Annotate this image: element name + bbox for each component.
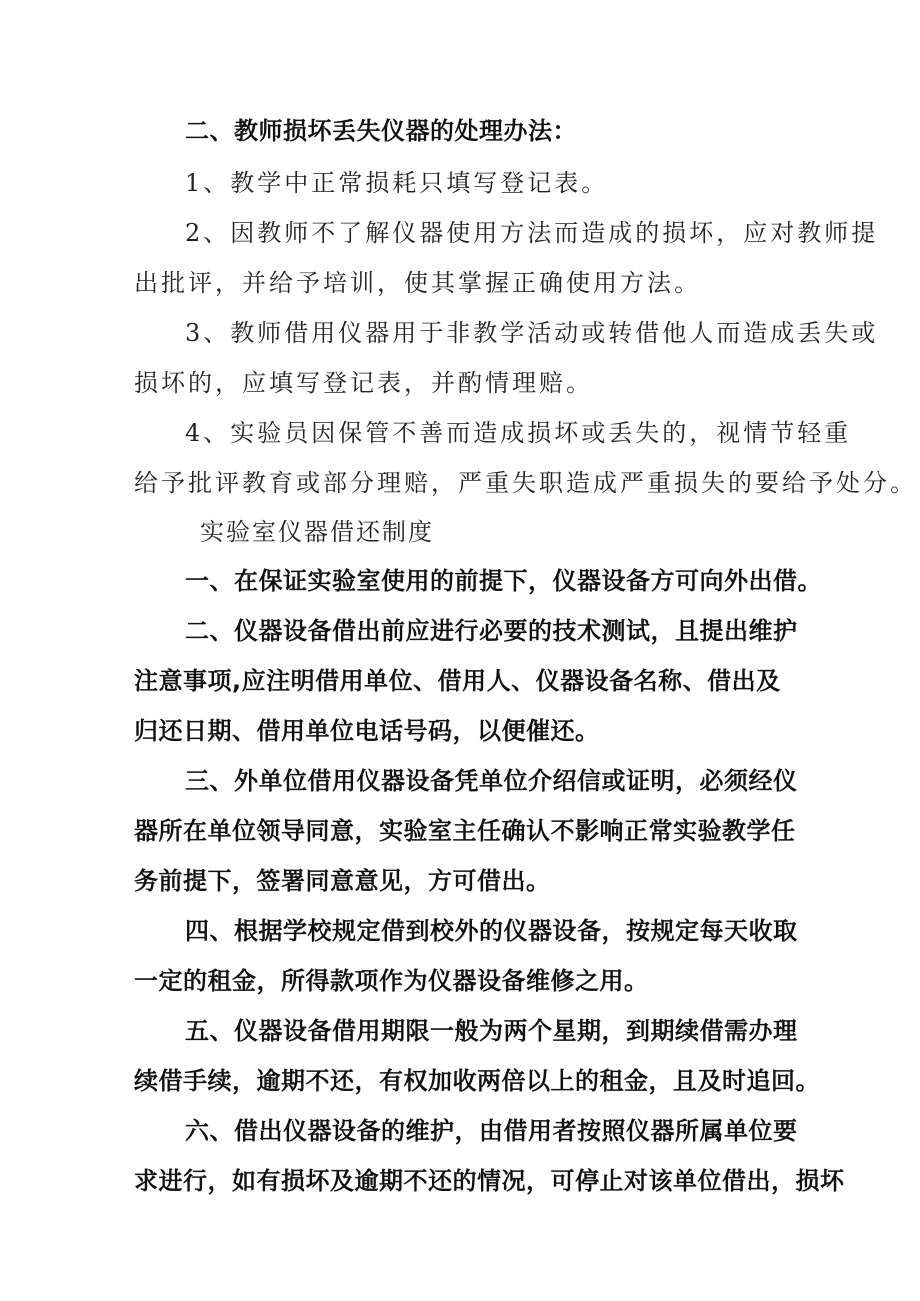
rule-3-line-1: 3、教师借用仪器用于非教学活动或转借他人而造成丢失或 [185,319,879,347]
clause-4-line-1: 四、根据学校规定借到校外的仪器设备，按规定每天收取 [185,917,798,945]
rule-4-line-1: 4、实验员因保管不善而造成损坏或丢失的，视情节轻重 [185,419,852,447]
rule-2-line-1: 2、因教师不了解仪器使用方法而造成的损坏，应对教师提 [185,219,879,247]
clause-3-line-2: 器所在单位领导同意，实验室主任确认不影响正常实验教学任 [134,817,796,845]
rule-3-line-2: 损坏的，应填写登记表，并酌情理赔。 [134,369,593,397]
clause-2-line-1: 二、仪器设备借出前应进行必要的技术测试，且提出维护 [185,617,798,645]
clause-1-line-1: 一、在保证实验室使用的前提下，仪器设备方可向外出借。 [185,567,822,595]
rule-1-line-1: 1、教学中正常损耗只填写登记表。 [185,169,609,197]
clause-2-line-2: 注意事项,应注明借用单位、借用人、仪器设备名称、借出及 [134,667,781,695]
rule-2-line-2: 出批评，并给予培训，使其掌握正确使用方法。 [134,269,701,297]
document-heading: 实验室仪器借还制度 [200,518,434,546]
clause-5-line-2: 续借手续，逾期不还，有权加收两倍以上的租金，且及时追回。 [134,1067,820,1095]
clause-5-line-1: 五、仪器设备借用期限一般为两个星期，到期续借需办理 [185,1017,798,1045]
clause-2-line-3: 归还日期、借用单位电话号码，以便催还。 [134,717,600,745]
clause-6-line-2: 求进行，如有损坏及逾期不还的情况，可停止对该单位借出，损坏 [134,1167,845,1195]
section-title: 二、教师损坏丢失仪器的处理办法： [185,117,577,145]
clause-4-line-2: 一定的租金，所得款项作为仪器设备维修之用。 [134,967,649,995]
clause-3-line-3: 务前提下，签署同意意见，方可借出。 [134,867,551,895]
rule-4-line-2: 给予批评教育或部分理赔，严重失职造成严重损失的要给予处分。 [134,469,917,497]
clause-3-line-1: 三、外单位借用仪器设备凭单位介绍信或证明，必须经仪 [185,767,798,795]
clause-6-line-1: 六、借出仪器设备的维护，由借用者按照仪器所属单位要 [185,1117,798,1145]
